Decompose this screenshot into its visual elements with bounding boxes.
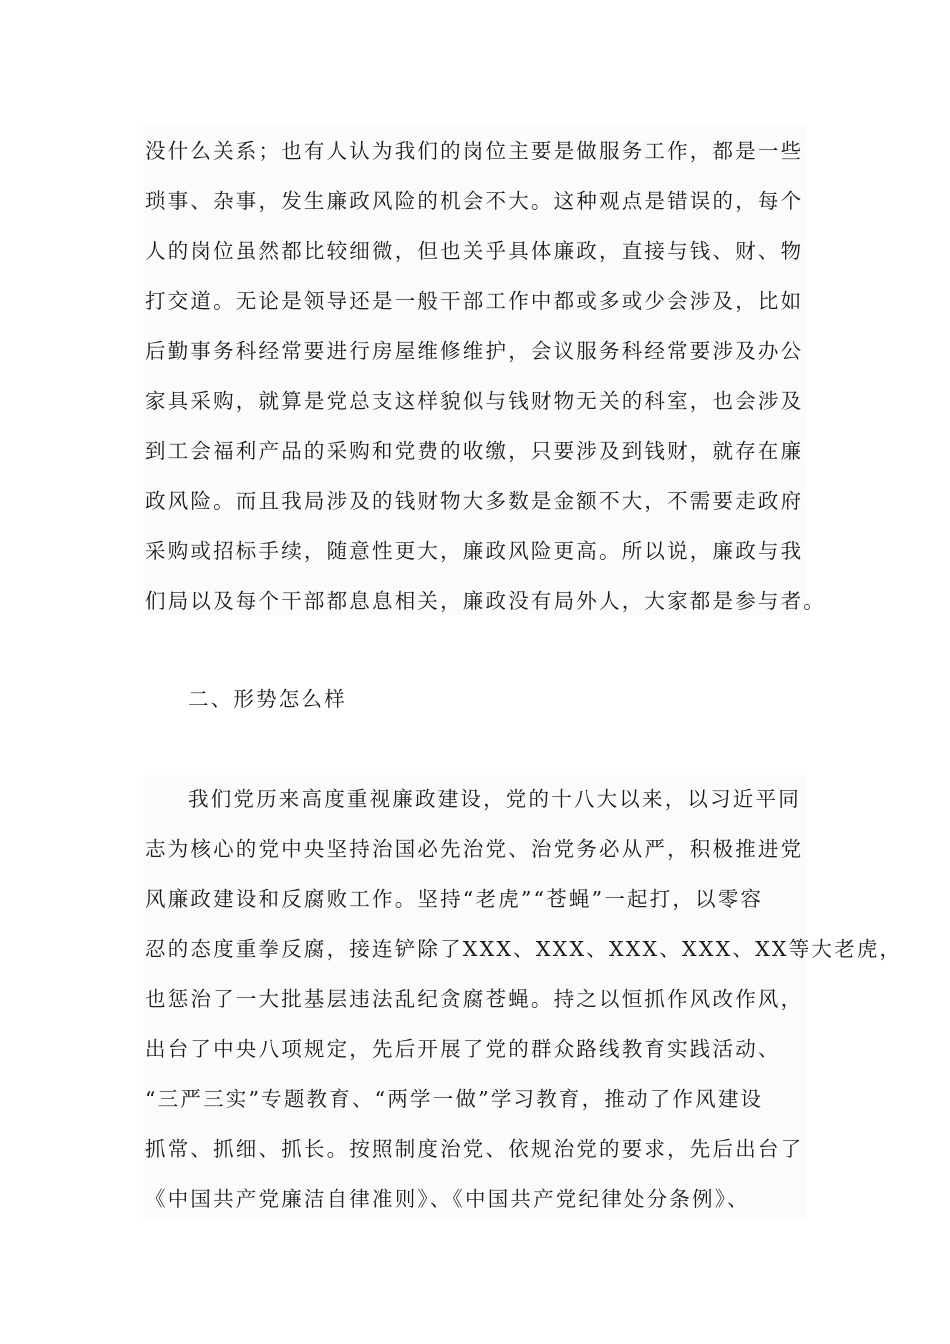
paragraph-1-line: 人的岗位虽然都比较细微，但也关乎具体廉政，直接与钱、财、物 [145, 239, 804, 263]
paragraph-2-line: 风廉政建设和反腐败工作。坚持“老虎”“苍蝇”一起打，以零容 [145, 887, 764, 911]
paragraph-1-line: 们局以及每个干部都息息相关，廉政没有局外人，大家都是参与者。 [145, 589, 826, 613]
section-heading: 二、形势怎么样 [188, 687, 347, 711]
paragraph-1-line: 琐事、杂事，发生廉政风险的机会不大。这种观点是错误的，每个 [145, 189, 804, 213]
paragraph-2-line: 抓常、抓细、抓长。按照制度治党、依规治党的要求，先后出台了 [145, 1137, 804, 1161]
paragraph-1-line: 到工会福利产品的采购和党费的收缴，只要涉及到钱财，就存在廉 [145, 439, 804, 463]
paragraph-2-line: 出台了中央八项规定，先后开展了党的群众路线教育实践活动、 [145, 1037, 781, 1061]
paragraph-1-line: 没什么关系；也有人认为我们的岗位主要是做服务工作，都是一些 [145, 139, 804, 163]
paragraph-2-line: 《中国共产党廉洁自律准则》、《中国共产党纪律处分条例》、 [145, 1187, 750, 1211]
paragraph-2-line: 我们党历来高度重视廉政建设，党的十八大以来，以习近平同 [188, 787, 801, 811]
paragraph-1-line: 打交道。无论是领导还是一般干部工作中都或多或少会涉及，比如 [145, 289, 804, 313]
paragraph-2-line: 志为核心的党中央坚持治国必先治党、治党务必从严，积极推进党 [145, 837, 804, 861]
paragraph-2-line: “三严三实”专题教育、“两学一做”学习教育，推动了作风建设 [145, 1087, 764, 1111]
paragraph-1-line: 政风险。而且我局涉及的钱财物大多数是金额不大，不需要走政府 [145, 489, 804, 513]
paragraph-1-line: 家具采购，就算是党总支这样貌似与钱财物无关的科室，也会涉及 [145, 389, 804, 413]
paragraph-1-line: 采购或招标手续，随意性更大，廉政风险更高。所以说，廉政与我 [145, 539, 804, 563]
paragraph-1-line: 后勤事务科经常要进行房屋维修维护，会议服务科经常要涉及办公 [145, 339, 804, 363]
paragraph-2-line: 忍的态度重拳反腐，接连铲除了XXX、XXX、XXX、XXX、XX等大老虎， [145, 937, 903, 961]
paragraph-2-line: 也惩治了一大批基层违法乱纪贪腐苍蝇。持之以恒抓作风改作风， [145, 987, 804, 1011]
